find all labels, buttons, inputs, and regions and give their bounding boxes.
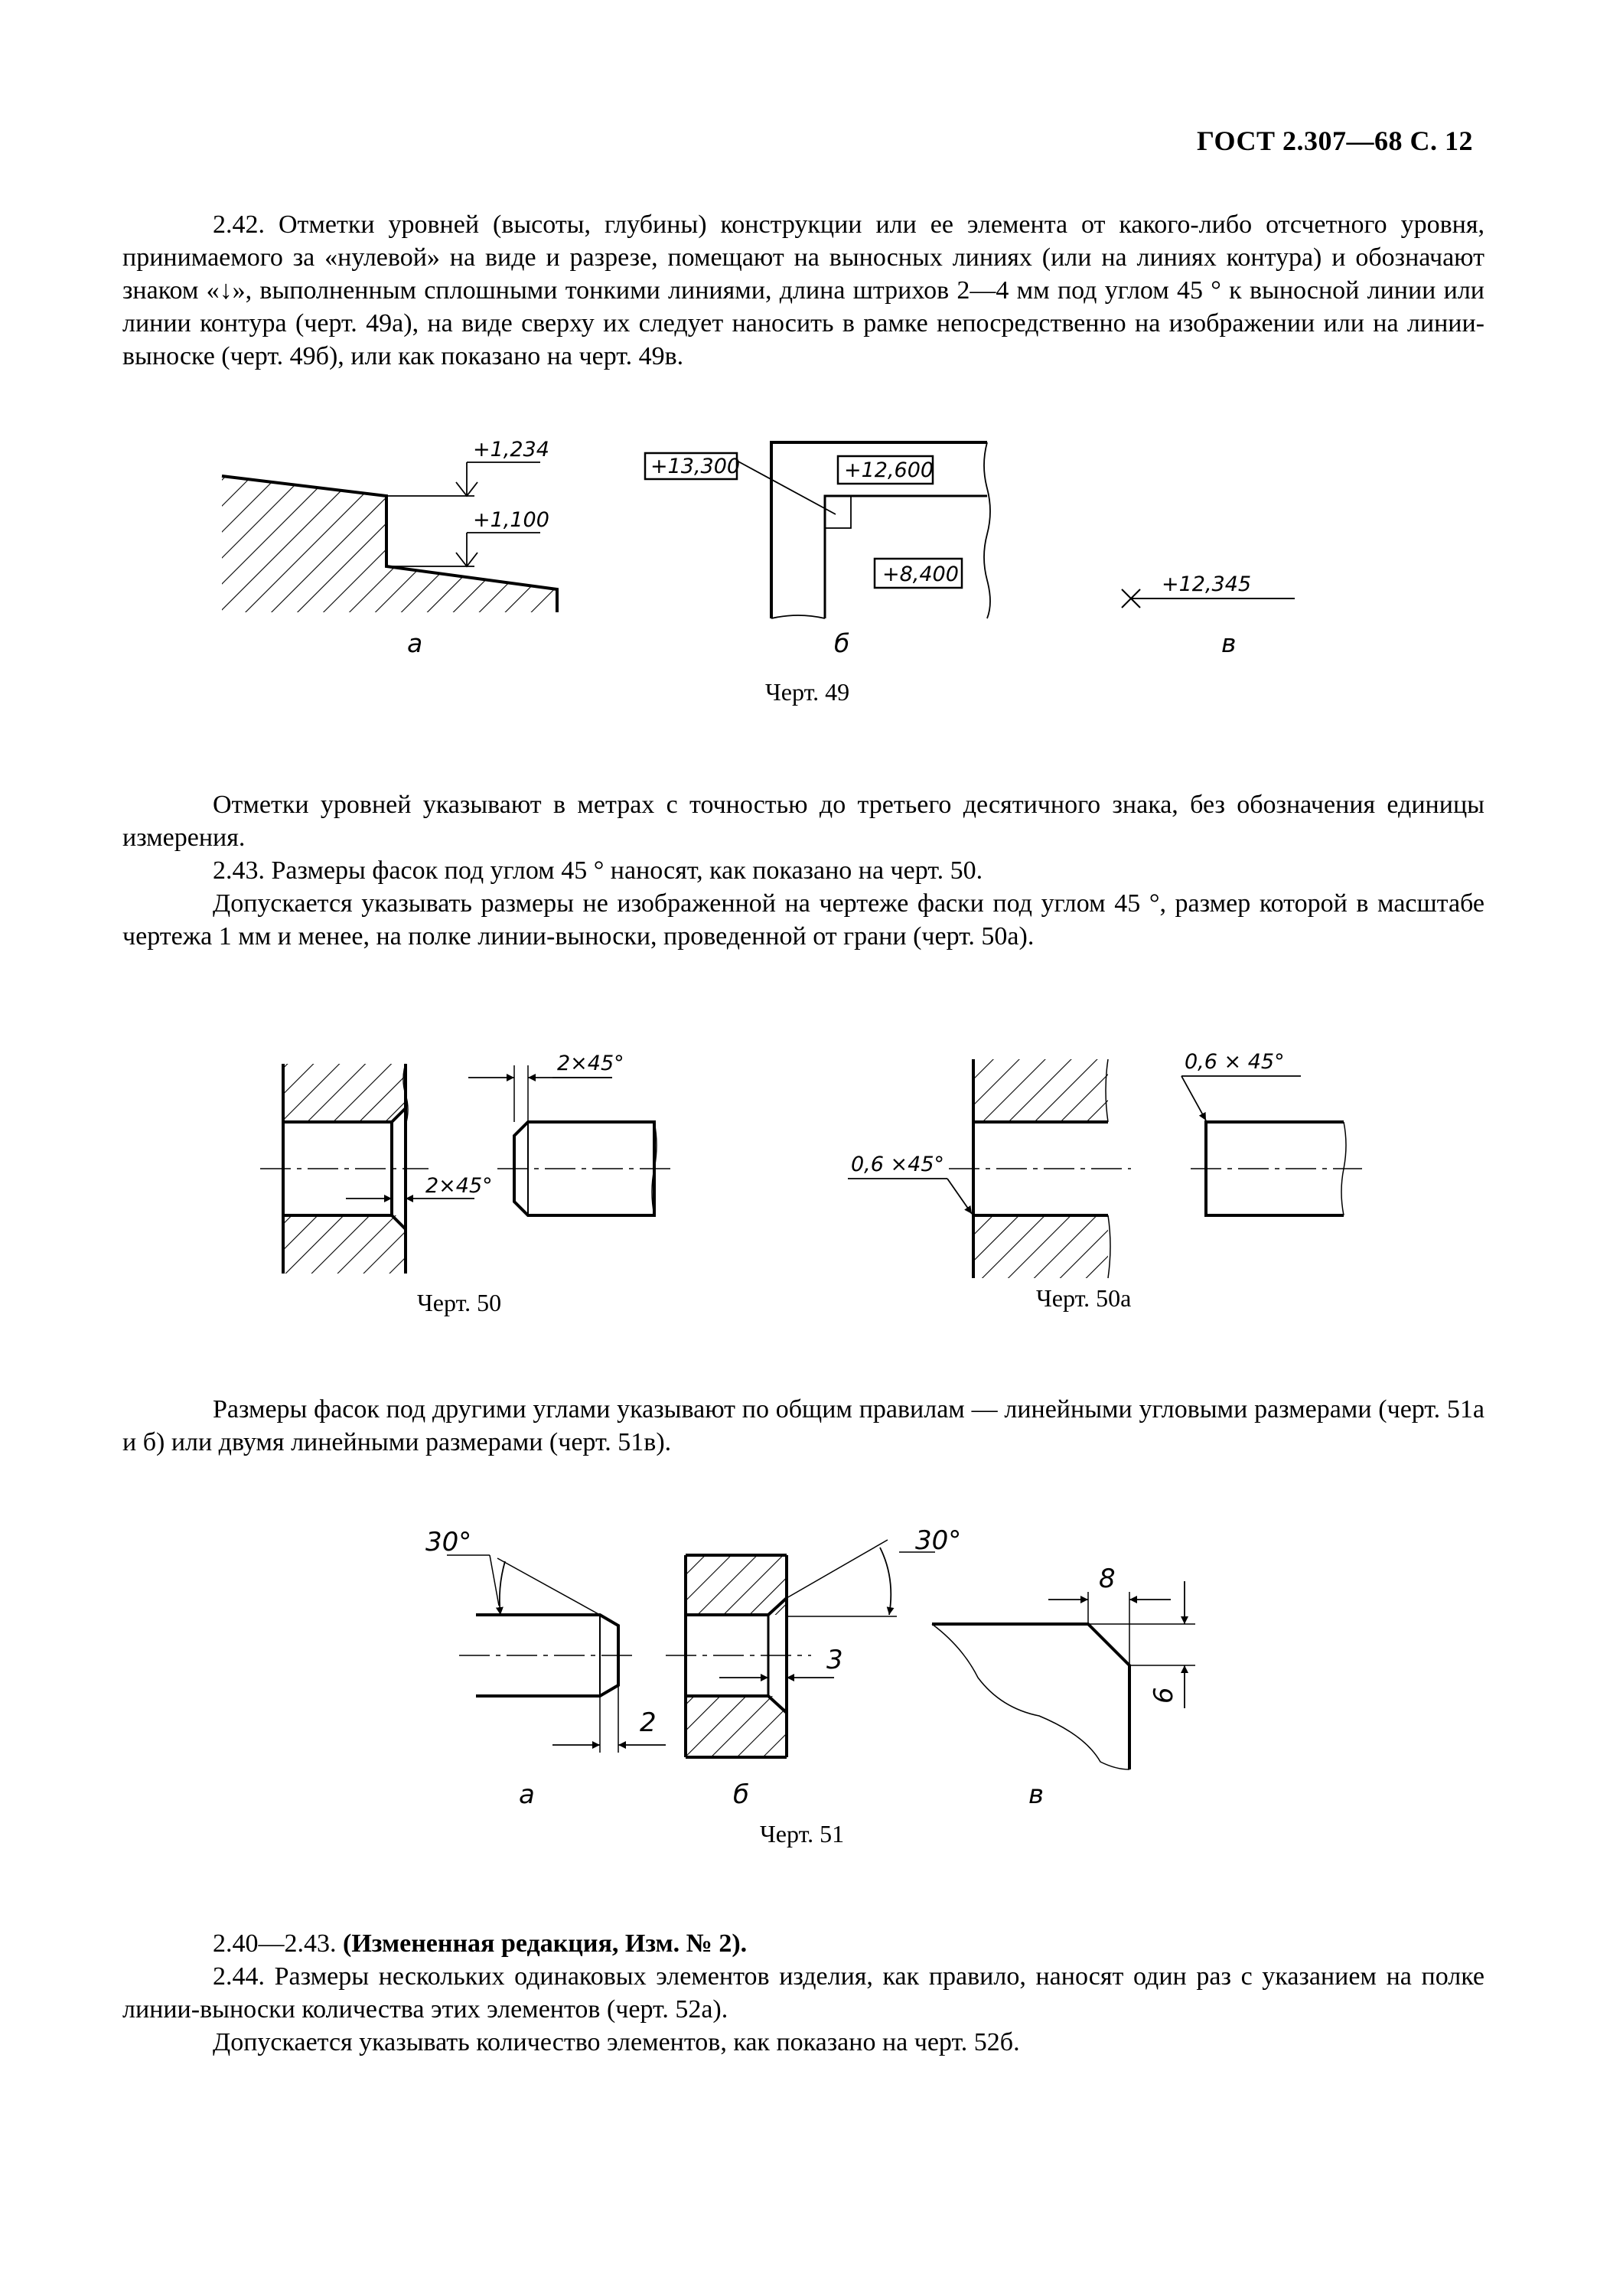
fig50-dim-mid: 2×45° (425, 1174, 493, 1198)
fig49b-label: б (834, 628, 850, 658)
caption-fig51: Черт. 51 (760, 1820, 845, 1848)
fig51-a (425, 1527, 666, 1810)
fig50a (848, 1050, 1362, 1278)
fig50a-dim-top: 0,6 × 45° (1185, 1050, 1285, 1074)
fig51b-dim: 3 (826, 1645, 843, 1675)
caption-fig50a: Черт. 50а (1036, 1284, 1132, 1312)
text-p5: Размеры фасок под другими углами указывают по общим правилам — линейными угловыми размерами (черт. 51а и б) или двумя линейными размерами (черт. 51в). (122, 1395, 1484, 1456)
fig49a-label: а (407, 628, 423, 658)
fig49v-mark: +12,345 (1162, 572, 1252, 596)
fig51b-label: б (733, 1779, 749, 1810)
fig49-b (645, 442, 990, 658)
fig51b-angle: 30° (915, 1525, 962, 1556)
text-p1: 2.42. Отметки уровней (высоты, глубины) конструкции или ее элемента от какого-либо отсчетного уровня, принимаемого за «нулевой» на виде и разрезе, помещают на выносных линиях (или на линиях контура) и обозначают знаком «↓», выполненным сплошными тонкими линиями, длина штрихов 2—4 мм под углом 45 ° к выносной линии или линии контура (черт. 49а), на виде сверху их следует наносить в рамке непосредственно на изображении или на линии-выноске (черт. 49б), или как показано на черт. 49в. (122, 210, 1484, 370)
fig49a-mark-1: +1,234 (473, 438, 549, 461)
fig51a-dim: 2 (640, 1707, 657, 1738)
caption-fig50: Черт. 50 (417, 1289, 502, 1316)
fig51v-dim-h: 8 (1099, 1564, 1116, 1594)
page-header: ГОСТ 2.307—68 С. 12 (1197, 126, 1473, 156)
fig51a-angle: 30° (425, 1527, 472, 1557)
fig49b-mark-2: +12,600 (844, 458, 934, 482)
caption-fig49: Черт. 49 (765, 678, 850, 706)
fig50 (260, 1052, 673, 1274)
text-p2: Отметки уровней указывают в метрах с точностью до третьего десятичного знака, без обозначения единицы измерения. (122, 791, 1484, 852)
fig51-b (666, 1525, 961, 1810)
text-p3: 2.43. Размеры фасок под углом 45 ° наносят, как показано на черт. 50. (213, 856, 983, 885)
fig51a-label: а (519, 1779, 535, 1810)
fig49-v (1122, 572, 1295, 658)
fig50a-dim-mid: 0,6 ×45° (851, 1153, 945, 1176)
text-p7: 2.44. Размеры нескольких одинаковых элементов изделия, как правило, наносят один раз с указанием на полке линии-выноски количества этих элементов (черт. 52а). (122, 1962, 1484, 2024)
text-p6-num: 2.40—2.43. (213, 1929, 343, 1958)
fig49b-mark-3: +8,400 (882, 563, 959, 586)
fig51v-dim-v: 6 (1149, 1687, 1179, 1704)
fig49a-mark-2: +1,100 (473, 508, 549, 532)
fig49b-mark-1: +13,300 (650, 455, 741, 478)
fig49v-label: в (1221, 628, 1237, 658)
text-p8: Допускается указывать количество элементов, как показано на черт. 52б. (213, 2028, 1020, 2056)
fig50-dim-top: 2×45° (557, 1052, 624, 1075)
fig51-v (932, 1564, 1195, 1810)
fig49-a (222, 438, 557, 658)
text-p4: Допускается указывать размеры не изображенной на чертеже фаски под углом 45 °, размер которой в масштабе чертежа 1 мм и менее, на полке линии-выноски, проведенной от грани (черт. 50а). (122, 889, 1484, 951)
text-p6-bold: (Измененная редакция, Изм. № 2). (343, 1929, 748, 1958)
fig51v-label: в (1028, 1779, 1045, 1810)
